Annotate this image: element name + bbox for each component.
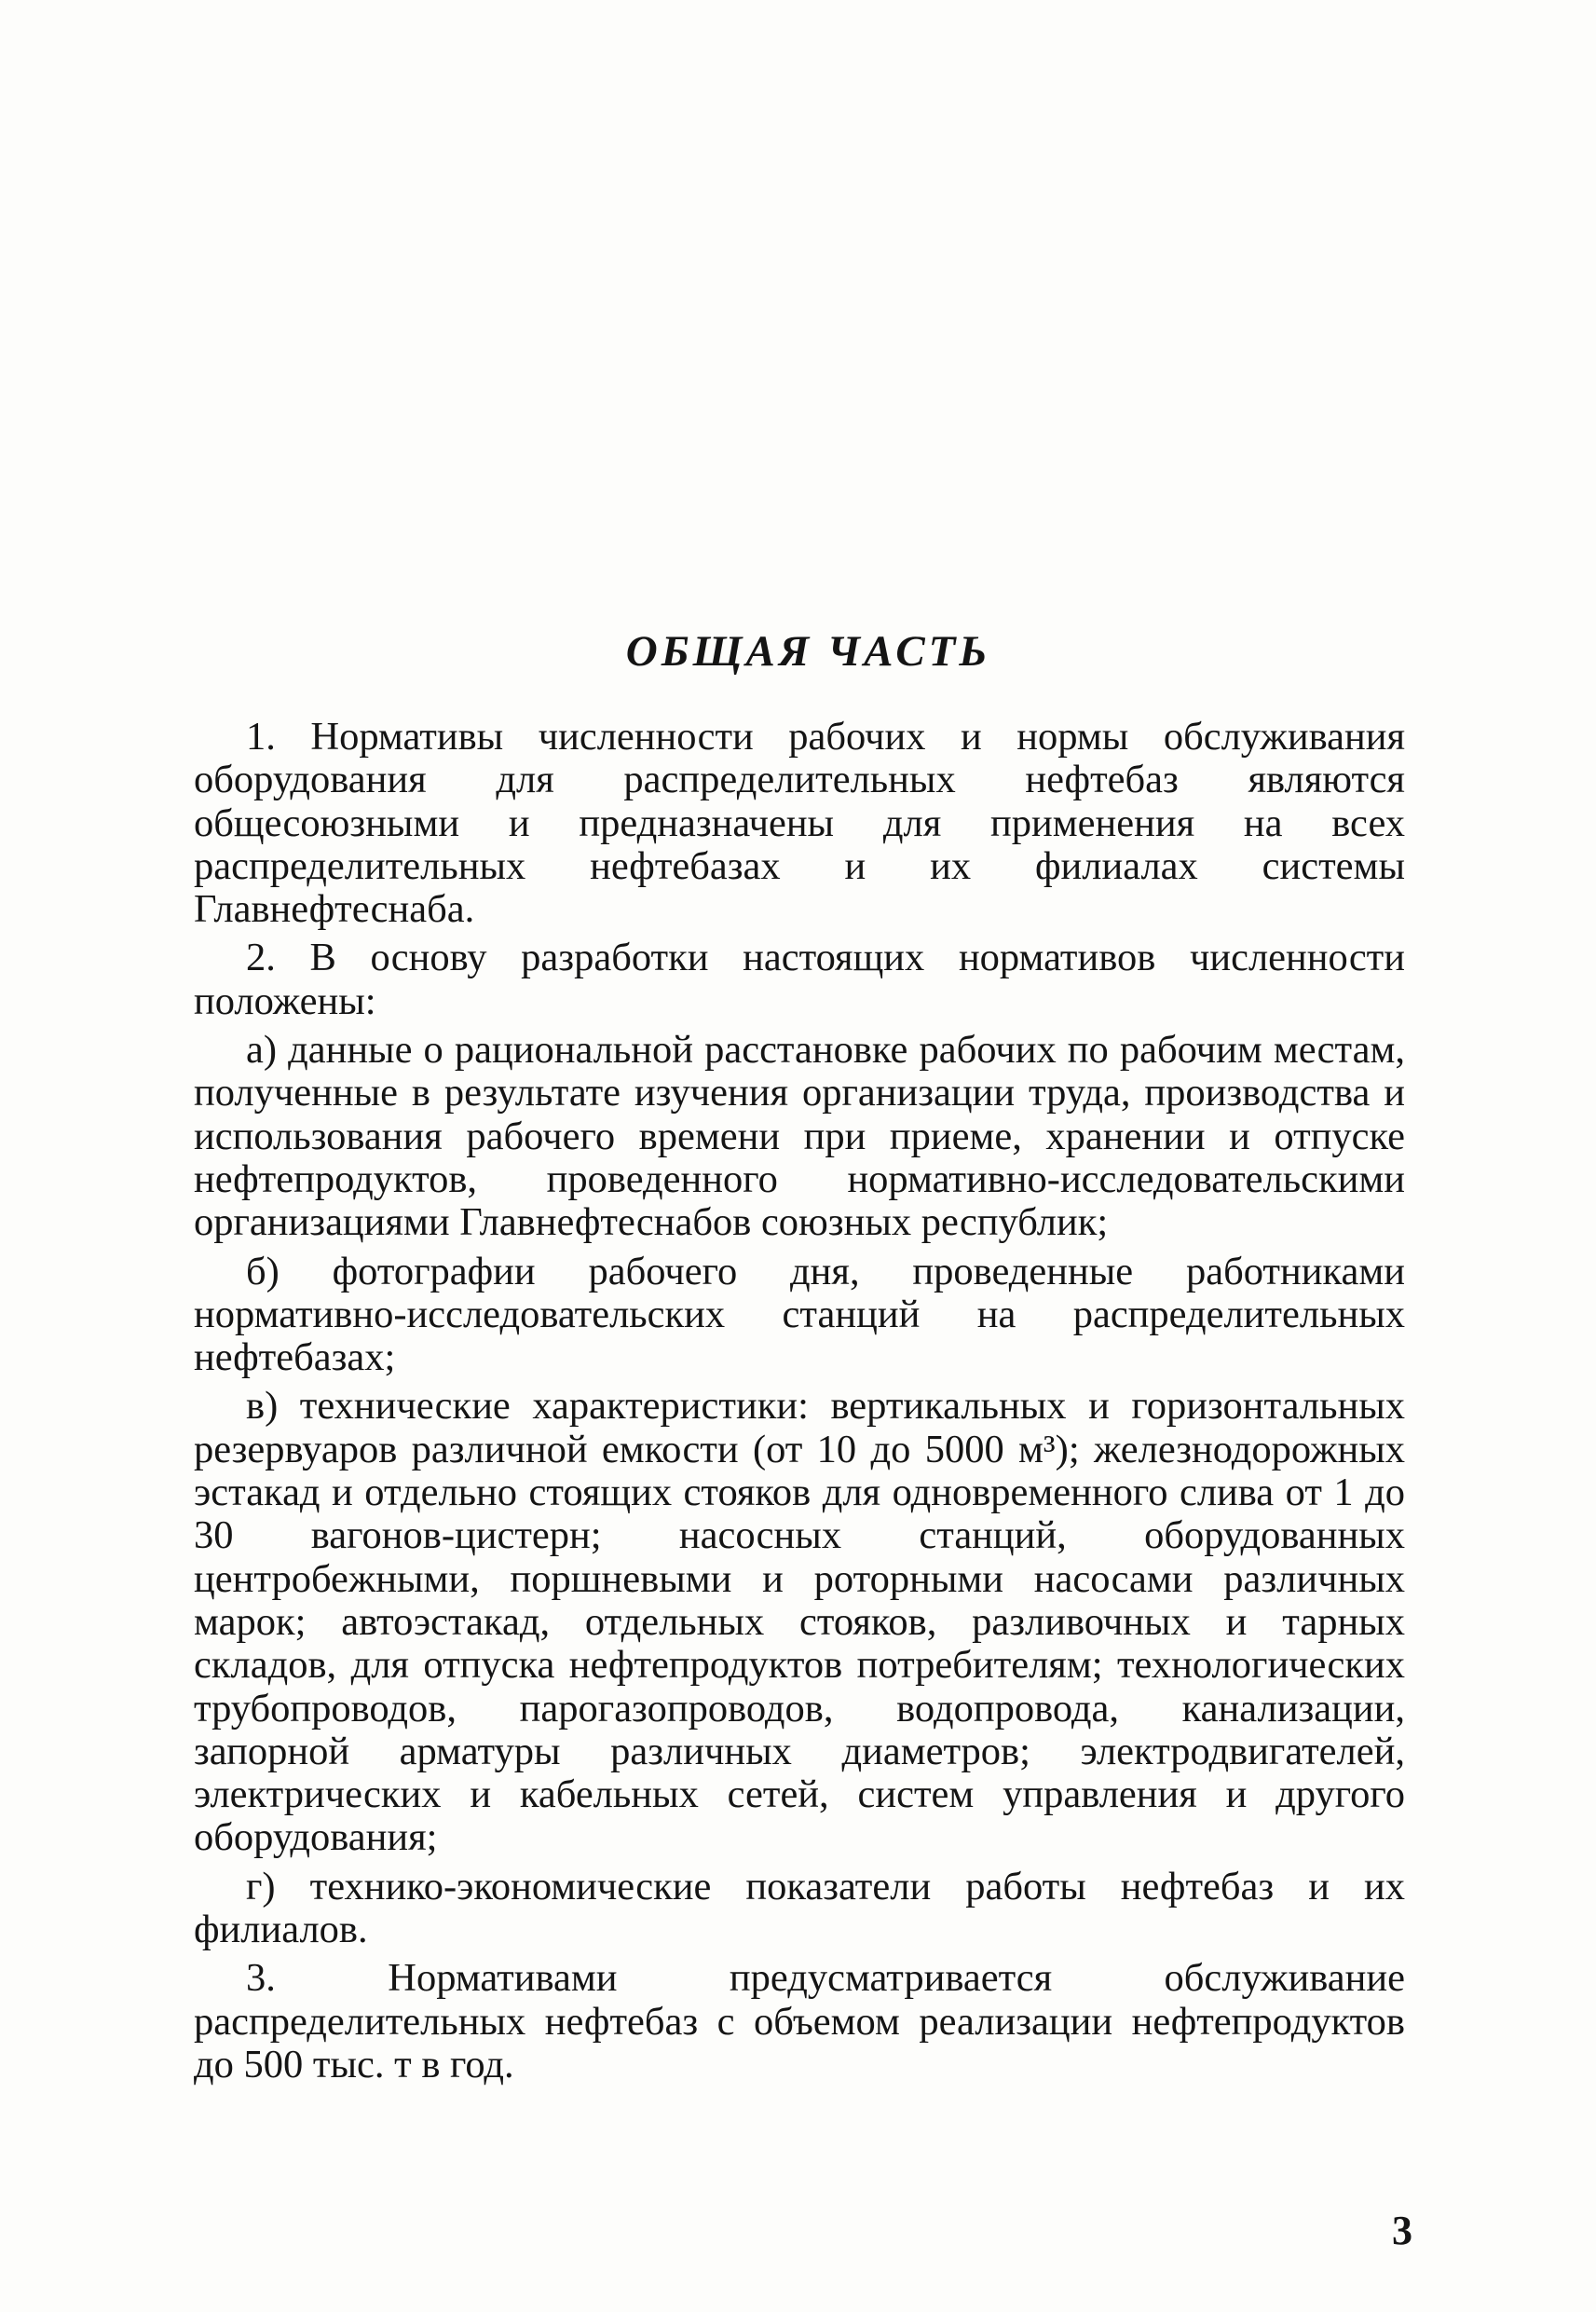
paragraph-2a: а) данные о рациональной расстановке рабочих по рабочим местам, полученные в результате изучения организации труда, производства и использования рабочего времени при приеме, хранении и отпуске нефтепродуктов, проведенного нормативно-исследовательскими организациями Главнефтеснабов союзных республик; xyxy=(194,1028,1405,1245)
paragraph-2b: б) фотографии рабочего дня, проведенные работниками нормативно-исследовательских станций на распределительных нефтебазах; xyxy=(194,1249,1405,1380)
paragraph-2g: г) технико-экономические показатели работы нефтебаз и их филиалов. xyxy=(194,1864,1405,1952)
paragraph-3: 3. Нормативами предусматривается обслуживание распределительных нефтебаз с объемом реализации нефтепродуктов до 500 тыс. т в год. xyxy=(194,1956,1405,2086)
page-number: 3 xyxy=(1392,2208,1412,2253)
paragraph-2v: в) технические характеристики: вертикальных и горизонтальных резервуаров различной емкости (от 10 до 5000 м³); железнодорожных эстакад и отдельно стоящих стояков для одновременного слива от 1 до 30 вагонов-цистерн; насосных станций, оборудованных центробежными, поршневыми и роторными насосами различных марок; автоэстакад, отдельных стояков, разливочных и тарных складов, для отпуска нефтепродуктов потребителям; технологических трубопроводов, парогазопроводов, водопровода, канализации, запорной арматуры различных диаметров; электродвигателей, электрических и кабельных сетей, систем управления и другого оборудования; xyxy=(194,1384,1405,1860)
paragraph-2: 2. В основу разработки настоящих нормативов численности положены: xyxy=(194,936,1405,1023)
paragraph-1: 1. Нормативы численности рабочих и нормы обслуживания оборудования для распределительных нефтебаз являются общесоюзными и предназначены для применения на всех распределительных нефтебазах и их филиалах системы Главнефтеснаба. xyxy=(194,715,1405,932)
section-heading: ОБЩАЯ ЧАСТЬ xyxy=(625,627,991,676)
document-body xyxy=(194,716,1405,2092)
